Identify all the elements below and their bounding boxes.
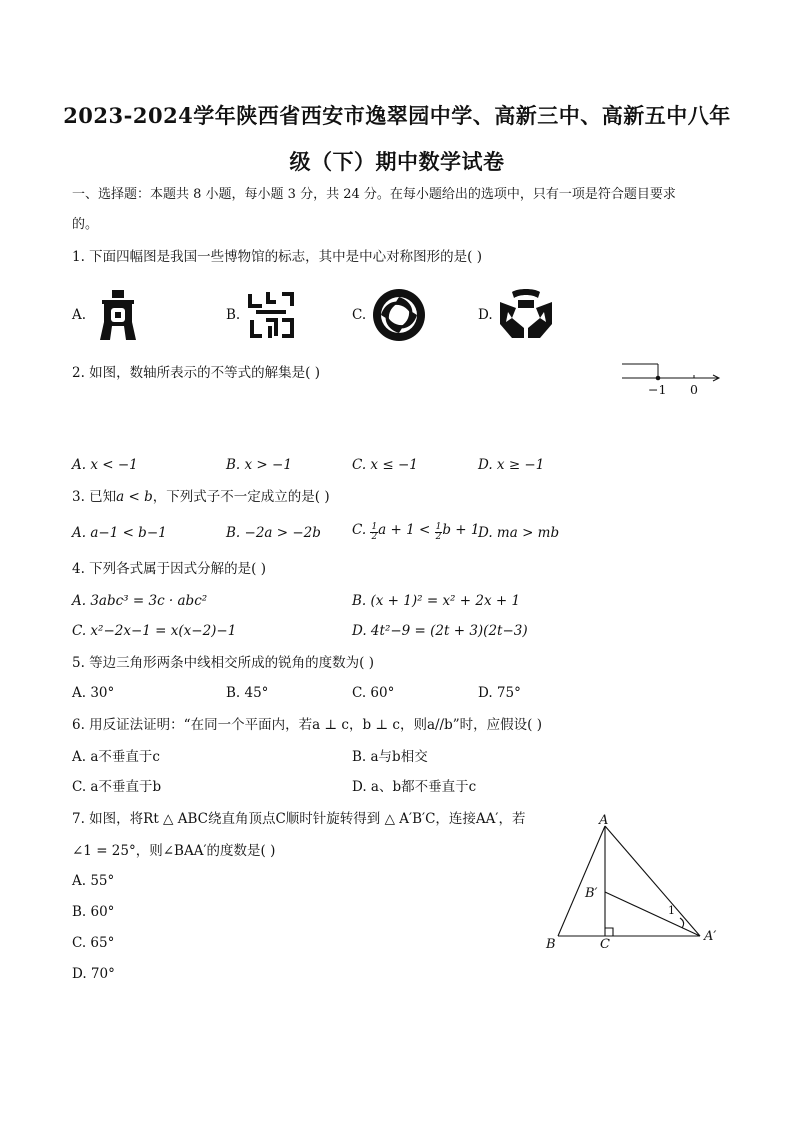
q3-stem-post: ，下列式子不一定成立的是( ) [152,489,330,505]
q3-stem [72,488,330,506]
q7-option-b: B. 60° [72,904,115,920]
q3-option-a: A. a−1 < b−1 [72,525,167,541]
q6-option-a: A. a不垂直于c [72,749,160,765]
number-line-label-0: 0 [690,382,698,397]
q7-label-A: A [599,813,609,828]
q4-option-c: C. x²−2x−1 = x(x−2)−1 [72,623,237,639]
q1-option-c-label: C. [352,307,367,323]
q2-option-a: A. x < −1 [72,457,138,473]
q1-option-a-label: A. [72,307,87,323]
q7-label-B: B [546,937,556,952]
q1-option-d-label: D. [478,307,493,323]
q2-option-b: B. x > −1 [226,457,292,473]
q7-triangle-figure [540,810,730,960]
museum-logo-a-icon [92,288,144,342]
q3-option-c-mid: a + 1 < [378,522,431,538]
q3-option-c-frac1: $\frac{1}{2}$ [371,521,378,542]
q5-option-d: D. 75° [478,685,521,701]
q7-stem-line2: ∠1 = 25°，则∠BAA′的度数是( ) [72,843,276,859]
q3-stem-math: a < b [116,489,153,505]
paper-title-line2: 级（下）期中数学试卷 [289,149,505,174]
q2-option-c: C. x ≤ −1 [352,457,418,473]
q6-option-d: D. a、b都不垂直于c [352,779,477,795]
q7-option-a: A. 55° [72,873,115,889]
q4-option-d: D. 4t²−9 = (2t + 3)(2t−3) [352,623,528,639]
q7-stem-line1: 7. 如图，将Rt △ ABC绕直角顶点C顺时针旋转得到 △ A′B′C，连接AA′，若 [72,811,526,827]
q3-option-c-end: b + 1 [442,522,480,538]
q7-label-A-prime: A′ [704,929,717,944]
q7-option-c: C. 65° [72,935,115,951]
q4-option-a: A. 3abc³ = 3c · abc² [72,593,208,609]
section-instructions-line1: 一、选择题：本题共 8 小题，每小题 3 分，共 24 分。在每小题给出的选项中，只有一项是符合题目要求 [72,187,676,202]
q3-option-d: D. ma > mb [478,525,560,541]
museum-logo-c-icon [372,288,426,342]
museum-logo-b-icon [246,290,296,340]
q4-option-b: B. (x + 1)² = x² + 2x + 1 [352,593,521,609]
q3-option-c [352,521,479,542]
q3-option-c-label: C. [352,522,367,538]
q7-option-d: D. 70° [72,966,115,982]
q3-option-b: B. −2a > −2b [226,525,321,541]
q3-stem-pre: 3. 已知 [72,489,117,505]
q2-option-d: D. x ≥ −1 [478,457,545,473]
section-instructions-line2: 的。 [72,217,99,232]
q5-stem: 5. 等边三角形两条中线相交所成的锐角的度数为( ) [72,655,374,671]
q6-stem: 6. 用反证法证明：“在同一个平面内，若a ⊥ c，b ⊥ c，则a//b”时，应假设( ) [72,717,542,733]
number-line-figure [618,360,724,400]
q4-stem: 4. 下列各式属于因式分解的是( ) [72,561,266,577]
number-line-label-neg1: −1 [648,382,667,397]
q5-option-a: A. 30° [72,685,115,701]
q1-option-b-label: B. [226,307,241,323]
q7-label-B-prime: B′ [585,886,598,901]
q7-angle-1-label: 1 [668,904,675,917]
q5-option-b: B. 45° [226,685,269,701]
museum-logo-d-icon [498,288,554,340]
q2-stem: 2. 如图，数轴所表示的不等式的解集是( ) [72,365,320,381]
q1-stem: 1. 下面四幅图是我国一些博物馆的标志，其中是中心对称图形的是( ) [72,249,482,265]
paper-title-line1: 2023-2024学年陕西省西安市逸翠园中学、高新三中、高新五中八年 [63,103,731,128]
q7-label-C: C [600,937,610,952]
q6-option-b: B. a与b相交 [352,749,428,765]
q6-option-c: C. a不垂直于b [72,779,162,795]
q3-option-c-frac2: $\frac{1}{2}$ [435,521,442,542]
q5-option-c: C. 60° [352,685,395,701]
